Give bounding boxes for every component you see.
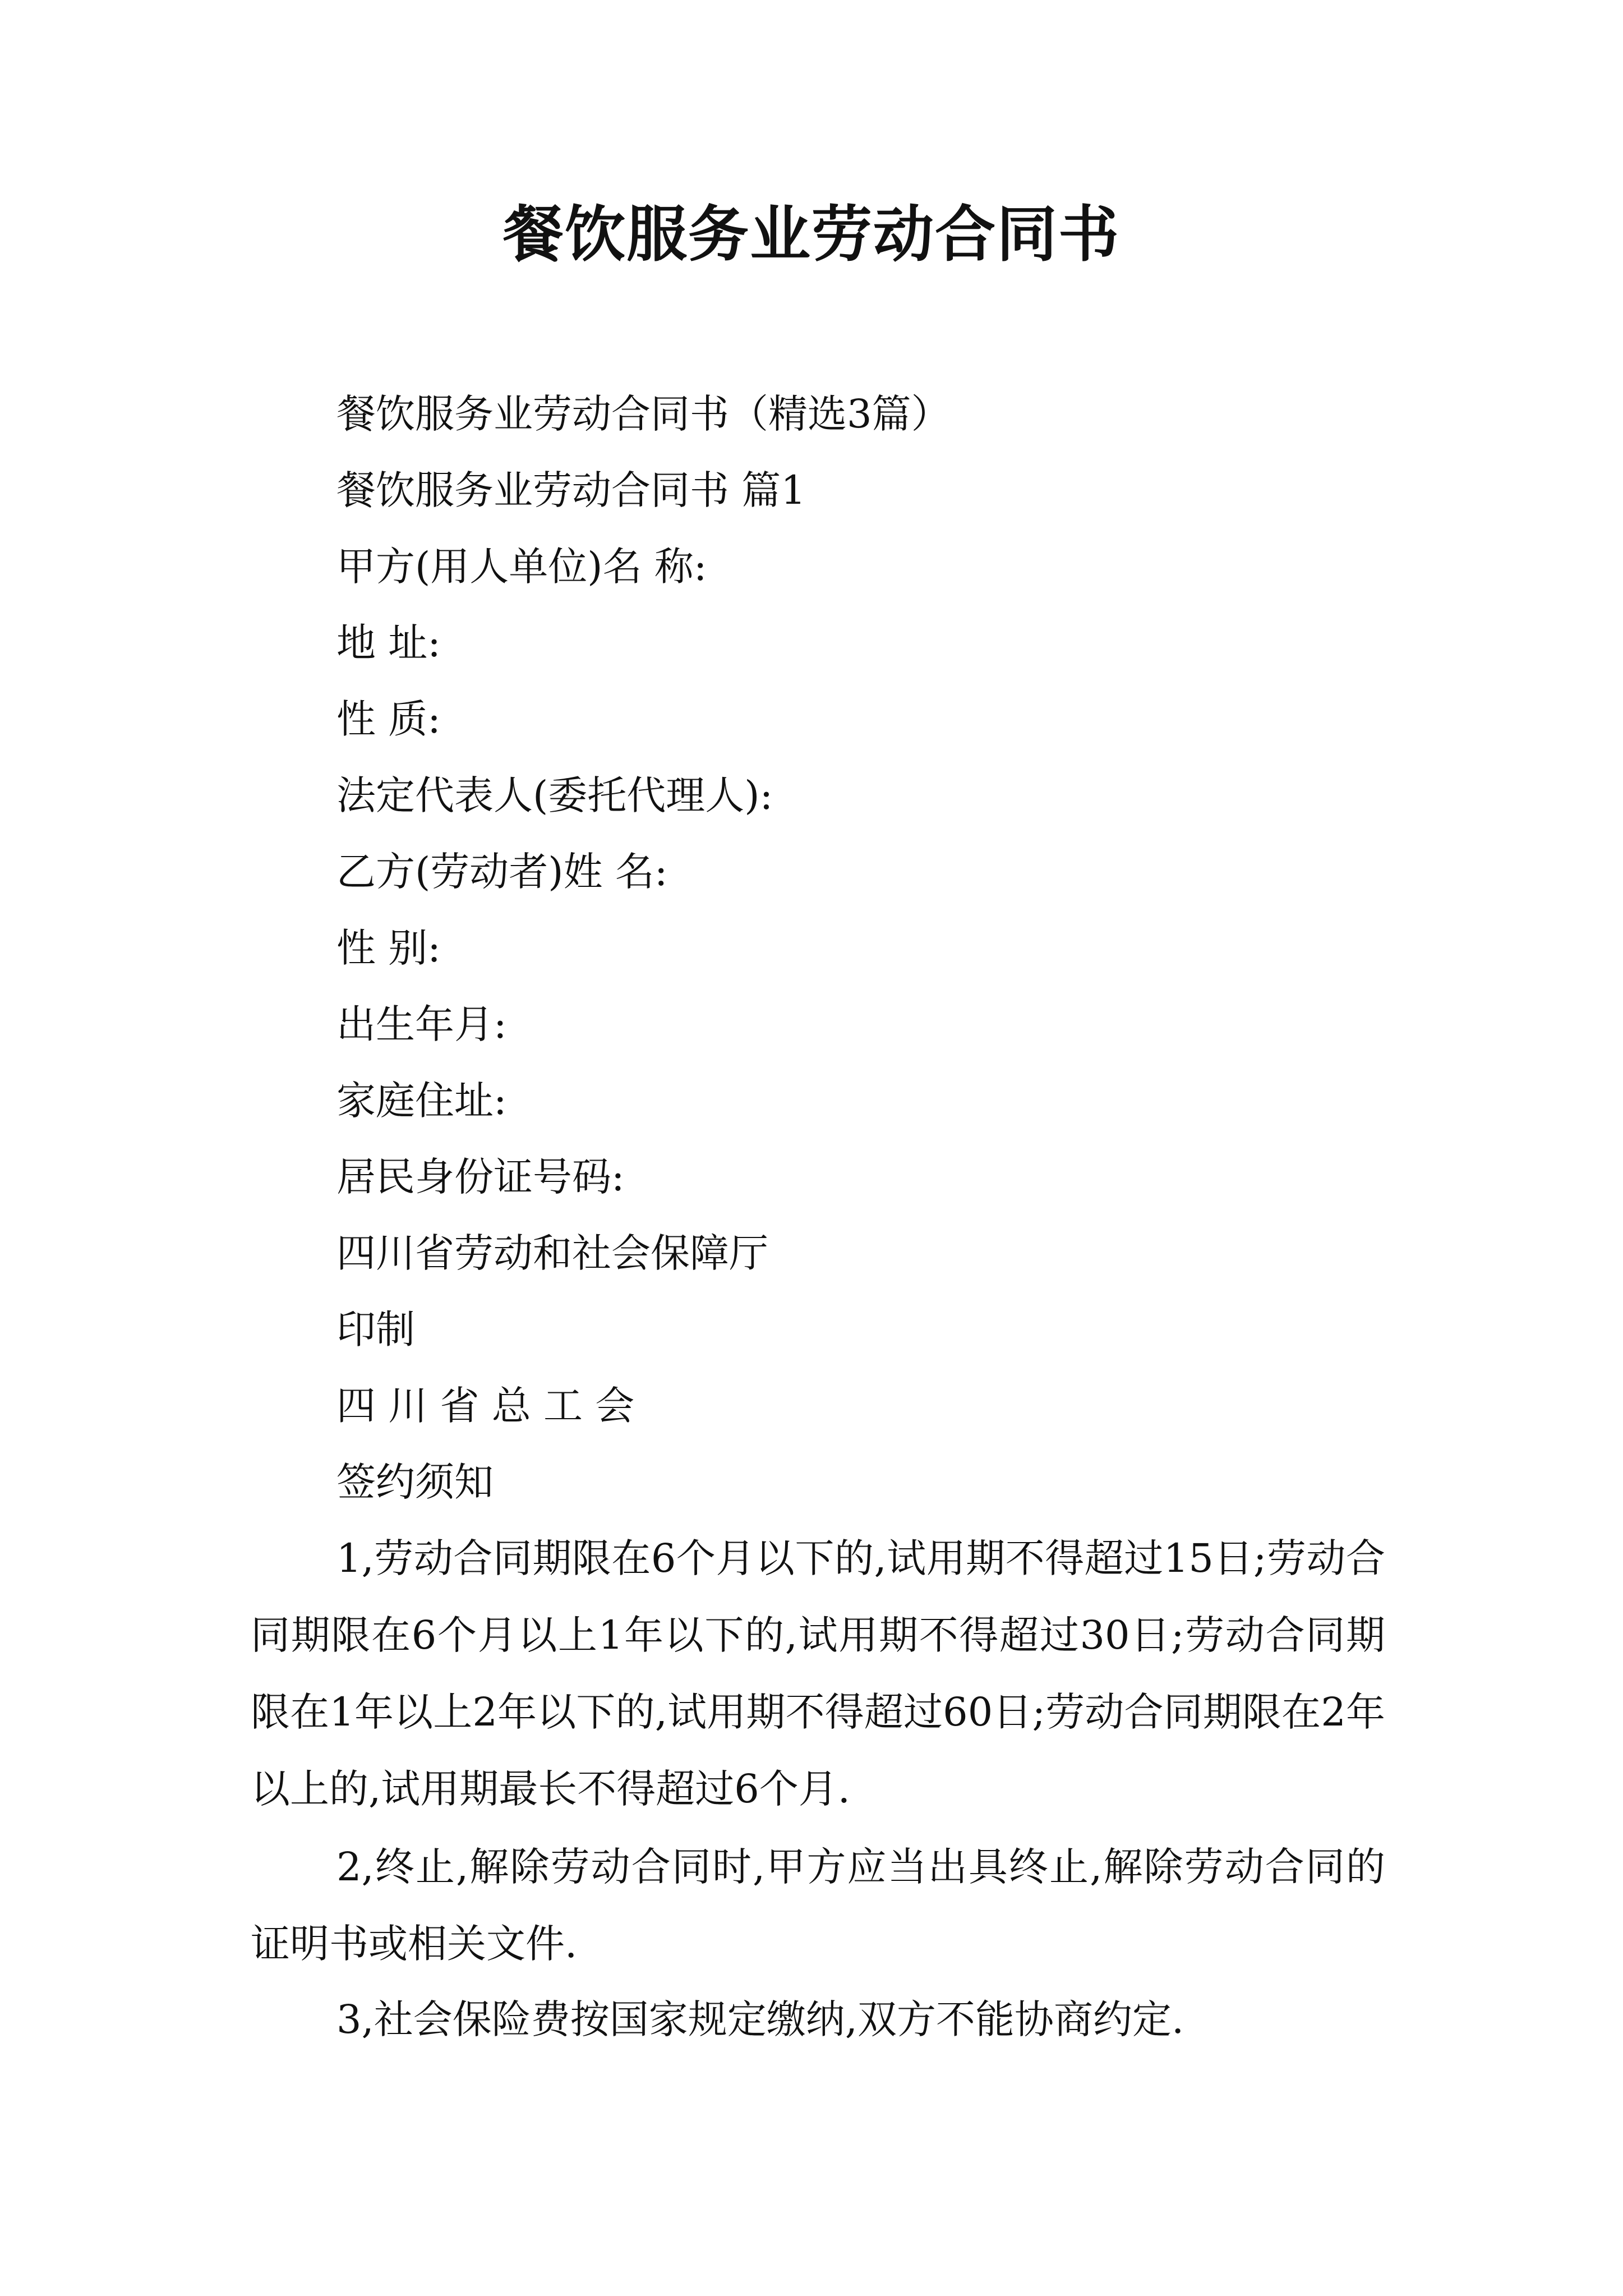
id-number-field: 居民身份证号码: — [336, 1154, 625, 1200]
printed-label: 印制 — [336, 1306, 415, 1352]
section-heading: 餐饮服务业劳动合同书 篇1 — [336, 467, 806, 513]
signing-notice-heading: 签约须知 — [336, 1459, 494, 1505]
legal-representative-field: 法定代表人(委托代理人): — [336, 772, 773, 818]
document-title: 餐饮服务业劳动合同书 — [502, 199, 1120, 270]
nature-field: 性 质: — [336, 696, 441, 742]
notice-paragraph-3: 3,社会保险费按国家规定缴纳,双方不能协商约定. — [336, 1996, 1184, 2042]
birth-date-field: 出生年月: — [336, 1001, 507, 1047]
party-b-name-field: 乙方(劳动者)姓 名: — [336, 849, 668, 895]
notice-paragraph-2: 2,终止,解除劳动合同时,甲方应当出具终止,解除劳动合同的证明书或相关文件. — [251, 1844, 1385, 1967]
union-line: 四 川 省 总 工 会 — [336, 1383, 635, 1429]
subtitle-line: 餐饮服务业劳动合同书（精选3篇） — [336, 391, 951, 437]
gender-field: 性 别: — [336, 925, 441, 971]
party-a-name-field: 甲方(用人单位)名 称: — [336, 544, 707, 590]
issuer-line: 四川省劳动和社会保障厅 — [336, 1230, 768, 1276]
notice-paragraph-1: 1,劳动合同期限在6个月以下的,试用期不得超过15日;劳动合同期限在6个月以上1年以下的,试用期不得超过30日;劳动合同期限在1年以上2年以下的,试用期不得超过60日;劳动合同期限在2年以上的,试用期最长不得超过6个月. — [251, 1535, 1385, 1812]
address-field: 地 址: — [336, 620, 441, 666]
home-address-field: 家庭住址: — [336, 1078, 507, 1124]
